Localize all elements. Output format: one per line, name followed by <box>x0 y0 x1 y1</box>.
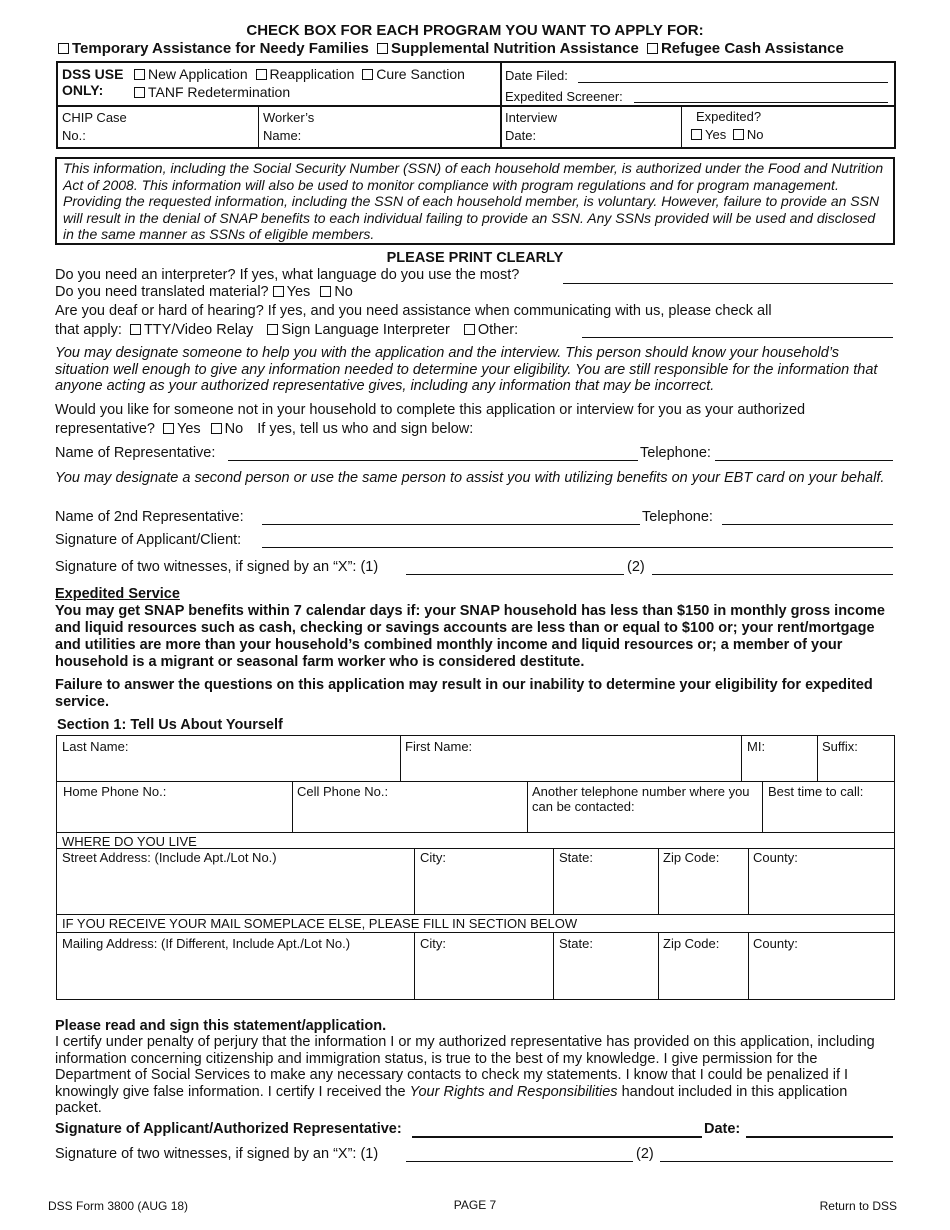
mi-label: MI: <box>747 739 766 754</box>
mail-else-label: IF YOU RECEIVE YOUR MAIL SOMEPLACE ELSE, PLEASE FILL IN SECTION BELOW <box>62 916 578 931</box>
tanf-redetermination-option[interactable]: TANF Redetermination <box>134 84 290 100</box>
rep-name-field[interactable] <box>228 460 638 461</box>
statement-text: I certify under penalty of perjury that the information I or my authorized representative has provided on this application, including information concerning citizenship and immigration status, is true to the best of my knowledge. I give permission for the Department of Social Services to make any necessary contacts to check my statements. I know that I could be penalized if I knowingly give false information. I certify I received the Your Rights and Responsibilities handout included in this application packet. <box>55 1034 875 1116</box>
interview-date-label: Interview Date: <box>505 110 558 143</box>
workers-name-label: Worker’s Name: <box>263 110 315 143</box>
chip-case-label: CHIP Case No.: <box>62 110 127 143</box>
expedited-screener-field[interactable] <box>634 102 888 103</box>
checkbox-icon[interactable] <box>267 324 278 335</box>
county-label: County: <box>753 850 798 865</box>
where-live-label: WHERE DO YOU LIVE <box>62 834 197 849</box>
rep-telephone-label: Telephone: <box>640 445 711 461</box>
checkbox-icon[interactable] <box>273 286 284 297</box>
rep-name-label: Name of Representative: <box>55 445 216 461</box>
section1-title: Section 1: Tell Us About Yourself <box>57 717 283 733</box>
best-time-label: Best time to call: <box>768 784 864 799</box>
other-option[interactable]: Other: <box>464 322 518 338</box>
checkbox-icon[interactable] <box>647 43 658 54</box>
mail-county-label: County: <box>753 936 798 951</box>
rep2-name-label: Name of 2nd Representative: <box>55 509 244 525</box>
sign-language-option[interactable]: Sign Language Interpreter <box>267 322 450 338</box>
tty-option[interactable]: TTY/Video Relay <box>130 322 253 338</box>
print-clearly-heading: PLEASE PRINT CLEARLY <box>386 250 564 266</box>
authorized-rep-question-cont: representative? <box>55 421 155 437</box>
expedited-no[interactable]: No <box>733 127 764 142</box>
final-witness1-field[interactable] <box>406 1161 633 1162</box>
program-options <box>58 40 844 57</box>
checkbox-icon[interactable] <box>377 43 388 54</box>
expedited-text: You may get SNAP benefits within 7 calendar days if: your SNAP household has less than $150 in monthly gross income and liquid resources such as cash, checking or savings accounts are less than or equal to $100 or; your rent/mortgage and utilities are more than your household’s combined monthly income and liquid resources or; a member of your household is a migrant or seasonal farm worker who is considered destitute. <box>55 603 885 670</box>
checkbox-icon[interactable] <box>733 129 744 140</box>
checkbox-icon[interactable] <box>464 324 475 335</box>
home-phone-label: Home Phone No.: <box>63 784 167 799</box>
checkbox-icon[interactable] <box>320 286 331 297</box>
translated-question: Do you need translated material? <box>55 284 269 300</box>
expedited-label: Expedited? <box>696 109 762 124</box>
program-refugee[interactable]: Refugee Cash Assistance <box>647 40 844 57</box>
checkbox-icon[interactable] <box>362 69 373 80</box>
expedited-failure: Failure to answer the questions on this application may result in our inability to determine your eligibility for expedited service. <box>55 677 873 710</box>
program-tanf[interactable]: Temporary Assistance for Needy Families <box>58 40 369 57</box>
another-phone-label: Another telephone number where you can be contacted: <box>532 784 750 814</box>
footer-form-id: DSS Form 3800 (AUG 18) <box>48 1199 189 1213</box>
reapplication-option[interactable]: Reapplication <box>256 66 355 82</box>
cell-phone-label: Cell Phone No.: <box>297 784 389 799</box>
expedited-yes[interactable]: Yes <box>691 127 726 142</box>
checkbox-icon[interactable] <box>134 87 145 98</box>
checkbox-icon[interactable] <box>163 423 174 434</box>
street-address-label: Street Address: (Include Apt./Lot No.) <box>62 850 277 865</box>
expedited-screener-label: Expedited Screener: <box>505 89 623 104</box>
first-name-label: First Name: <box>405 739 473 754</box>
checkbox-icon[interactable] <box>134 69 145 80</box>
rep-yes[interactable]: Yes <box>163 421 201 437</box>
statement-title: Please read and sign this statement/application. <box>55 1018 387 1034</box>
mail-zip-label: Zip Code: <box>663 936 720 951</box>
deaf-question-cont: that apply: <box>55 322 122 338</box>
new-application-option[interactable]: New Application <box>134 66 248 82</box>
expedited-title: Expedited Service <box>55 586 180 602</box>
cure-sanction-option[interactable]: Cure Sanction <box>362 66 465 82</box>
date-filed-label: Date Filed: <box>505 68 568 83</box>
rep-telephone-field[interactable] <box>715 460 893 461</box>
representative-designation: You may designate someone to help you with the application and the interview. This person should know your household’s situation well enough to give any information needed to determine your eligibility. You are still responsible for the information that anyone acting as your authorized representative gives, including any information that may be incorrect. <box>55 345 878 394</box>
final-witness2-label: (2) <box>636 1146 654 1162</box>
dss-use-label: DSS USE ONLY: <box>62 66 124 98</box>
final-signature-label: Signature of Applicant/Authorized Representative: <box>55 1121 402 1137</box>
final-witness-label: Signature of two witnesses, if signed by an “X”: (1) <box>55 1146 379 1162</box>
state-label: State: <box>559 850 593 865</box>
translated-no[interactable]: No <box>320 284 353 300</box>
footer-return: Return to DSS <box>819 1199 897 1213</box>
applicant-signature-field[interactable] <box>262 547 893 548</box>
final-date-label: Date: <box>704 1121 741 1137</box>
witness-label: Signature of two witnesses, if signed by an “X”: (1) <box>55 559 379 575</box>
rep2-telephone-label: Telephone: <box>642 509 713 525</box>
date-filed-field[interactable] <box>578 82 888 83</box>
authorized-rep-question: Would you like for someone not in your household to complete this application or interview for you as your authorized <box>55 402 806 418</box>
deaf-question: Are you deaf or hard of hearing? If yes, and you need assistance when communicating with us, please check all <box>55 303 772 319</box>
second-rep-designation: You may designate a second person or use the same person to assist you with utilizing benefits on your EBT card on your behalf. <box>55 470 885 486</box>
rep2-telephone-field[interactable] <box>722 524 893 525</box>
privacy-notice: This information, including the Social Security Number (SSN) of each household member, is authorized under the Food and Nutrition Act of 2008. This information will also be used to monitor compliance with program regulations and for program management. Providing the requested information, including the SSN of each household member, is voluntary. However, failure to provide an SSN will result in the denial of SNAP benefits to each individual failing to provide an SSN. Any SSNs provided will be used and disclosed in the same manner as SSNs of eligible members. <box>55 157 895 245</box>
witness1-field[interactable] <box>406 574 624 575</box>
applicant-signature-label: Signature of Applicant/Client: <box>55 532 242 548</box>
page-title: CHECK BOX FOR EACH PROGRAM YOU WANT TO APPLY FOR: <box>246 22 704 39</box>
witness2-field[interactable] <box>652 574 893 575</box>
dss-use-box <box>56 61 896 149</box>
interpreter-language-field[interactable] <box>563 283 893 284</box>
other-field[interactable] <box>582 337 893 338</box>
checkbox-icon[interactable] <box>691 129 702 140</box>
checkbox-icon[interactable] <box>256 69 267 80</box>
program-snap[interactable]: Supplemental Nutrition Assistance <box>377 40 639 57</box>
final-date-field[interactable] <box>746 1136 893 1138</box>
mail-state-label: State: <box>559 936 593 951</box>
checkbox-icon[interactable] <box>130 324 141 335</box>
checkbox-icon[interactable] <box>211 423 222 434</box>
mail-city-label: City: <box>420 936 446 951</box>
footer-page-number: PAGE 7 <box>453 1198 497 1212</box>
witness2-label: (2) <box>627 559 645 575</box>
rep-if-yes: If yes, tell us who and sign below: <box>257 421 474 437</box>
final-signature-field[interactable] <box>412 1136 702 1138</box>
zip-label: Zip Code: <box>663 850 720 865</box>
rep-no[interactable]: No <box>211 421 244 437</box>
suffix-label: Suffix: <box>822 739 858 754</box>
final-witness2-field[interactable] <box>660 1161 893 1162</box>
rep2-name-field[interactable] <box>262 524 640 525</box>
personal-info-table <box>56 735 895 1000</box>
last-name-label: Last Name: <box>62 739 129 754</box>
checkbox-icon[interactable] <box>58 43 69 54</box>
translated-yes[interactable]: Yes <box>273 284 311 300</box>
interpreter-question: Do you need an interpreter? If yes, what language do you use the most? <box>55 267 520 283</box>
mailing-address-label: Mailing Address: (If Different, Include Apt./Lot No.) <box>62 936 351 951</box>
city-label: City: <box>420 850 446 865</box>
